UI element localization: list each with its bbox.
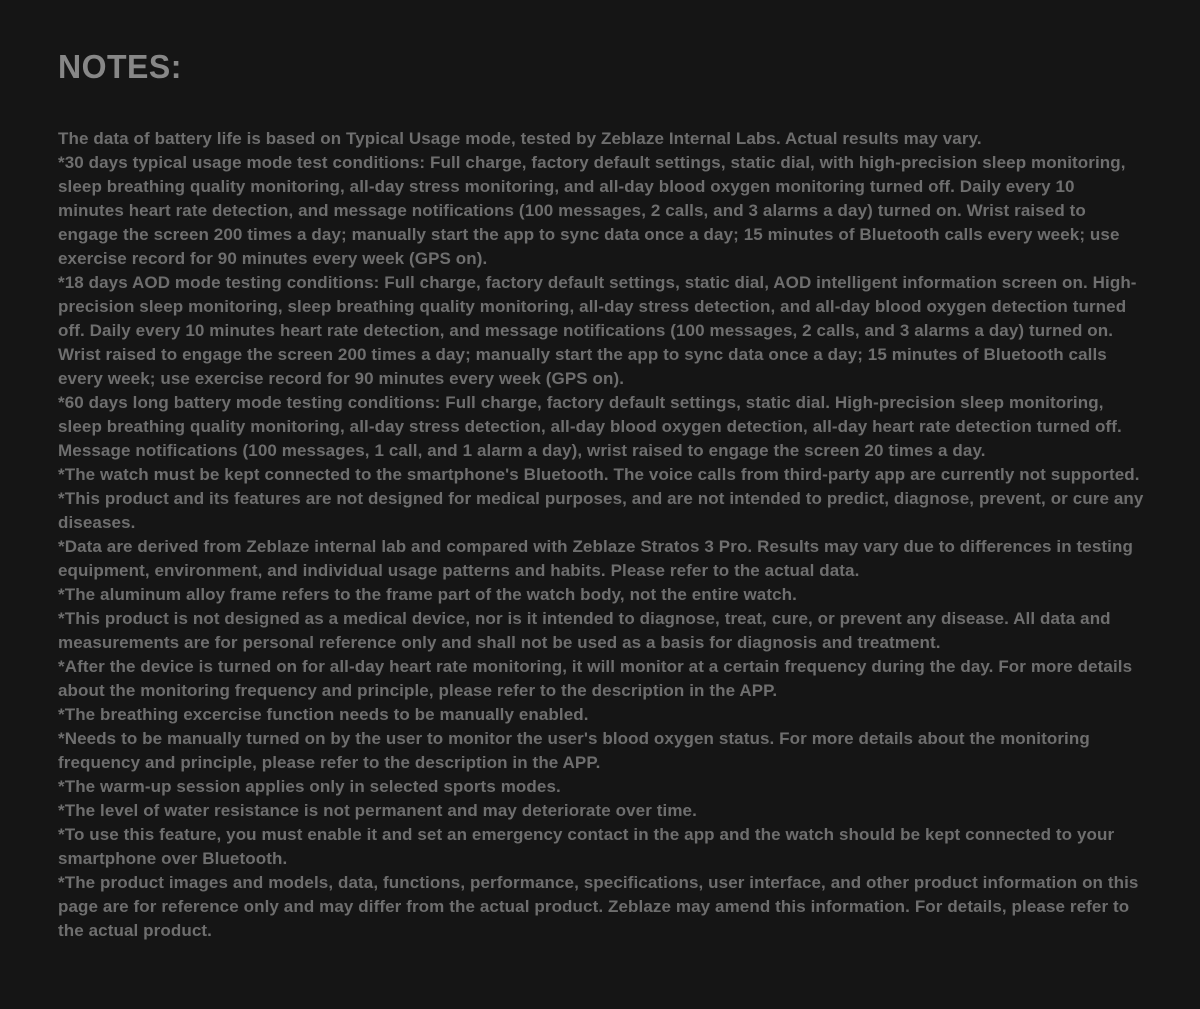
note-paragraph: *Needs to be manually turned on by the user to monitor the user's blood oxygen status. For more details about the monitoring frequency and principle, please refer to the description in the APP.: [58, 729, 1090, 772]
note-paragraph: *To use this feature, you must enable it and set an emergency contact in the app and the watch should be kept connected to your smartphone over Bluetooth.: [58, 825, 1115, 868]
note-paragraph: *After the device is turned on for all-day heart rate monitoring, it will monitor at a certain frequency during the day. For more details about the monitoring frequency and principle, please refer to the description in the APP.: [58, 657, 1133, 700]
note-paragraph: *The level of water resistance is not permanent and may deteriorate over time.: [58, 801, 697, 820]
note-paragraph: *This product and its features are not designed for medical purposes, and are not intended to predict, diagnose, prevent, or cure any diseases.: [58, 489, 1144, 532]
note-paragraph: *The product images and models, data, functions, performance, specifications, user interface, and other product information on this page are for reference only and may differ from the actual product. Zeblaze may amend this information. For details, please refer to the actual product.: [58, 873, 1139, 940]
note-paragraph: *The watch must be kept connected to the smartphone's Bluetooth. The voice calls from third-party app are currently not supported.: [58, 465, 1140, 484]
note-paragraph: *The warm-up session applies only in selected sports modes.: [58, 777, 561, 796]
note-paragraph: *The aluminum alloy frame refers to the frame part of the watch body, not the entire watch.: [58, 585, 797, 604]
note-paragraph: The data of battery life is based on Typical Usage mode, tested by Zeblaze Internal Labs. Actual results may vary.: [58, 129, 982, 148]
note-paragraph: *18 days AOD mode testing conditions: Full charge, factory default settings, static dial, AOD intelligent information screen on. High-precision sleep monitoring, sleep breathing quality monitoring, all-day stress detection, and all-day blood oxygen detection turned off. Daily every 10 minutes heart rate detection, and message notifications (100 messages, 2 calls, and 3 alarms a day) turned on. Wrist raised to engage the screen 200 times a day; manually start the app to sync data once a day; 15 minutes of Bluetooth calls every week; use exercise record for 90 minutes every week (GPS on).: [58, 273, 1137, 388]
page-title: NOTES:: [58, 48, 182, 85]
note-paragraph: *60 days long battery mode testing conditions: Full charge, factory default settings, static dial. High-precision sleep monitoring, sleep breathing quality monitoring, all-day stress detection, all-day blood oxygen detection, all-day heart rate detection turned off. Message notifications (100 messages, 1 call, and 1 alarm a day), wrist raised to engage the screen 20 times a day.: [58, 393, 1122, 460]
note-paragraph: *This product is not designed as a medical device, nor is it intended to diagnose, treat, cure, or prevent any disease. All data and measurements are for personal reference only and shall not be used as a basis for diagnosis and treatment.: [58, 609, 1111, 652]
note-paragraph: *30 days typical usage mode test conditions: Full charge, factory default settings, static dial, with high-precision sleep monitoring, sleep breathing quality monitoring, all-day stress monitoring, and all-day blood oxygen monitoring turned off. Daily every 10 minutes heart rate detection, and message notifications (100 messages, 2 calls, and 3 alarms a day) turned on. Wrist raised to engage the screen 200 times a day; manually start the app to sync data once a day; 15 minutes of Bluetooth calls every week; use exercise record for 90 minutes every week (GPS on).: [58, 153, 1126, 268]
notes-list: [58, 127, 1144, 943]
note-paragraph: *The breathing excercise function needs to be manually enabled.: [58, 705, 589, 724]
note-paragraph: *Data are derived from Zeblaze internal lab and compared with Zeblaze Stratos 3 Pro. Results may vary due to differences in testing equipment, environment, and individual usage patterns and habits. Please refer to the actual data.: [58, 537, 1133, 580]
